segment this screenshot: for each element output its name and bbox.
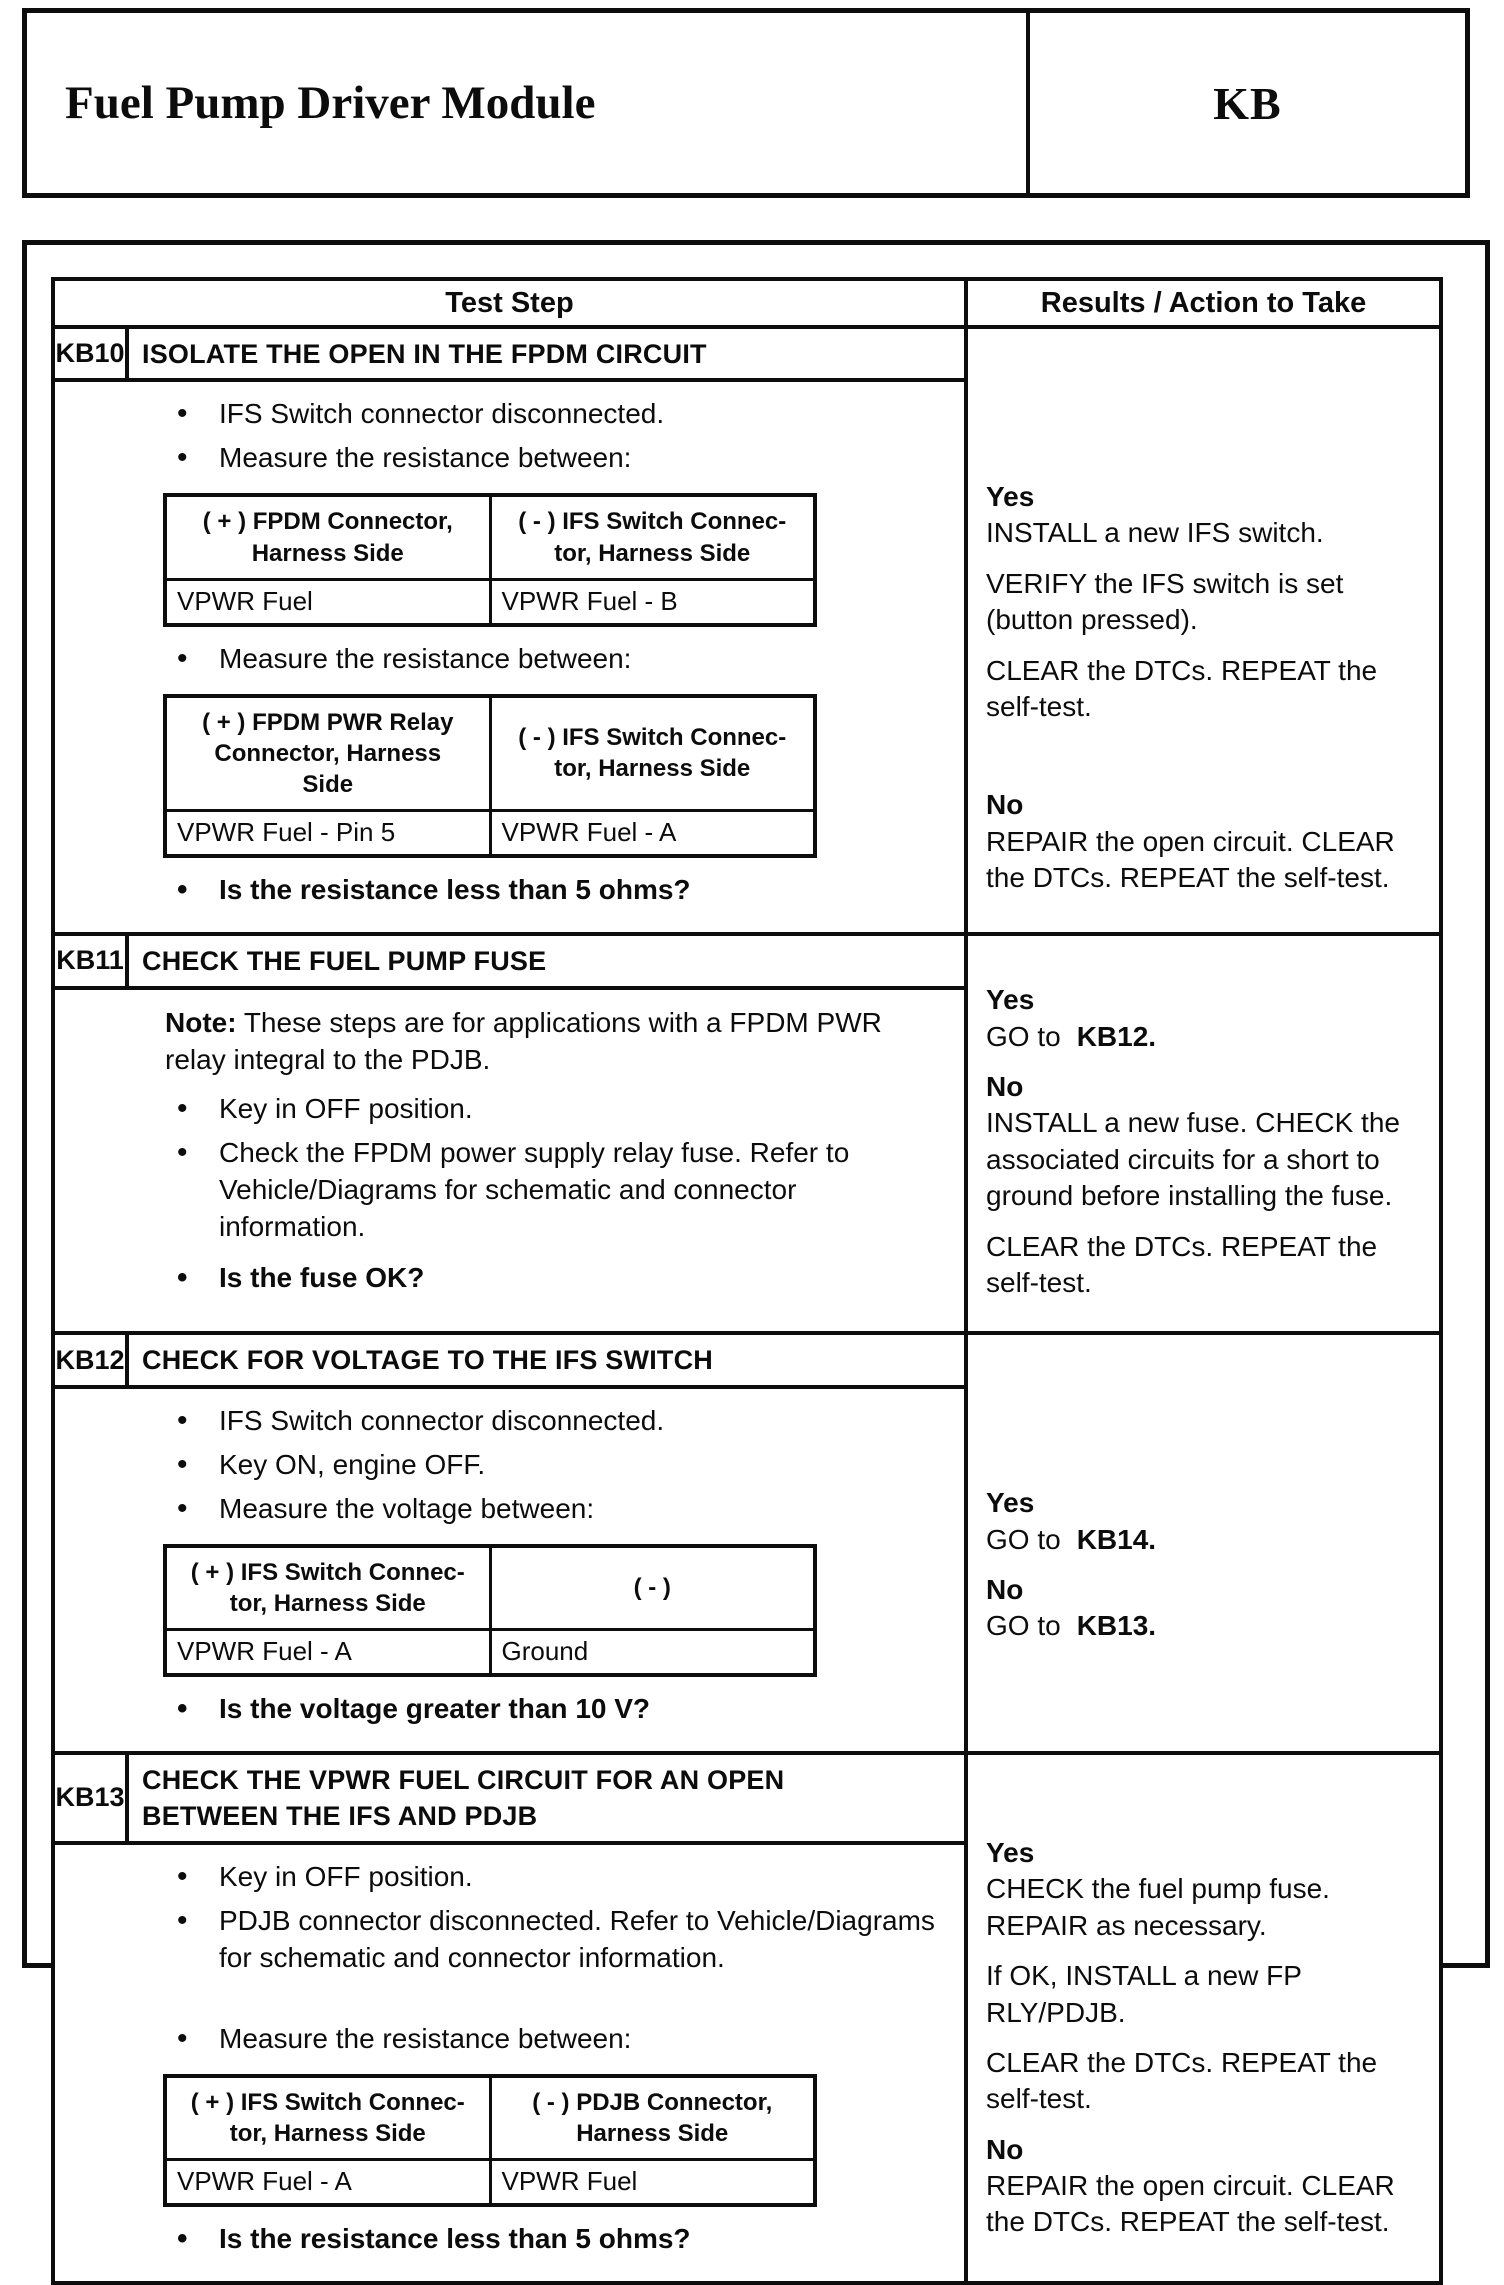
kb12-measurement-table [163, 1544, 817, 1677]
kb10-no-block [986, 787, 1415, 896]
kb12-step-title: CHECK FOR VOLTAGE TO THE IFS SWITCH [142, 1345, 713, 1376]
negative-lead-value: Ground [490, 1629, 815, 1675]
positive-lead-header [165, 495, 490, 579]
goto-prefix: GO to [986, 1523, 1061, 1555]
page-header [22, 8, 1470, 198]
header-line: Harness Side [576, 2119, 729, 2147]
goto-prefix: GO to [986, 1020, 1061, 1052]
negative-lead-header [490, 495, 815, 579]
yes-label: Yes [986, 481, 1035, 512]
negative-lead-header [490, 696, 815, 811]
bullet-item: • Measure the voltage between: [55, 1491, 944, 1528]
bullet-item: • IFS Switch connector disconnected. [55, 1403, 944, 1440]
no-label: No [986, 1574, 1024, 1606]
negative-lead-value: VPWR Fuel - B [490, 579, 815, 625]
result-line: REPAIR as necessary. [986, 1909, 1267, 1941]
results-column-header: Results / Action to Take [1040, 287, 1367, 319]
kb10-step-id: KB10 [55, 329, 129, 378]
goto-action [986, 1522, 1415, 1558]
yes-label: Yes [986, 984, 1035, 1016]
header-line: tor, Harness Side [229, 1589, 426, 1617]
goto-action [986, 1019, 1415, 1055]
note-label: Note: [165, 1006, 237, 1038]
positive-lead-header [165, 696, 490, 811]
kb11-step-title: CHECK THE FUEL PUMP FUSE [142, 946, 547, 977]
page-header-title-cell [27, 13, 1030, 193]
bullet-item: • Measure the resistance between: [55, 641, 944, 678]
bullet-item: • Check the FPDM power supply relay fuse. Refer to Vehicle/Diagrams for schematic and connector information. [55, 1135, 944, 1246]
kb12-question-list [55, 1691, 944, 1728]
step-question: • Is the fuse OK? [55, 1260, 944, 1297]
step-question: • Is the resistance less than 5 ohms? [55, 872, 944, 909]
kb11-step-body [55, 990, 964, 1320]
step-question: • Is the voltage greater than 10 V? [55, 1691, 944, 1728]
positive-lead-header [165, 1546, 490, 1630]
kb11-test-step-cell [55, 936, 968, 1331]
bullet-item: • IFS Switch connector disconnected. [55, 396, 944, 433]
header-line: ( + ) FPDM PWR Relay [202, 708, 454, 736]
kb10-test-step-cell [55, 329, 968, 932]
negative-lead-value: VPWR Fuel - A [490, 811, 815, 857]
header-line: tor, Harness Side [554, 539, 751, 567]
positive-lead-header [165, 2076, 490, 2160]
negative-lead-header [490, 1546, 815, 1630]
header-line: Side [302, 771, 354, 799]
header-line: ( + ) FPDM Connector, [202, 508, 453, 536]
kb13-step-title [129, 1755, 964, 1841]
header-line: ( - ) IFS Switch Connec- [518, 724, 787, 752]
header-line: ( - ) IFS Switch Connec- [518, 508, 787, 536]
negative-lead-header [490, 2076, 815, 2160]
result-action: If OK, INSTALL a new FP RLY/PDJB. [986, 1960, 1302, 2028]
result-action: CLEAR the DTCs. REPEAT the self-test. [986, 1230, 1378, 1298]
positive-lead-value: VPWR Fuel - Pin 5 [165, 811, 490, 857]
kb10-measurement-table-2 [163, 694, 817, 859]
kb12-step-body [55, 1389, 964, 1751]
page-header-code-cell [1030, 13, 1465, 193]
kb10-results-cell [968, 329, 1439, 932]
goto-target: KB13. [1076, 1610, 1157, 1642]
result-action: VERIFY the IFS switch is set (button pressed). [986, 567, 1344, 636]
header-line: ( - ) [633, 1574, 671, 1602]
step-question: • Is the resistance less than 5 ohms? [55, 2221, 944, 2258]
kb12-results-cell [968, 1335, 1439, 1751]
negative-lead-value: VPWR Fuel [490, 2160, 815, 2206]
bullet-item: • Key in OFF position. [55, 1859, 944, 1896]
goto-target: KB14. [1076, 1523, 1157, 1555]
bullet-item: • PDJB connector disconnected. Refer to Vehicle/Diagrams for schematic and connector information. [55, 1903, 944, 1977]
kb12-bullet-list [55, 1403, 944, 1528]
kb12-heading-row [55, 1335, 964, 1388]
goto-target: KB12. [1076, 1020, 1157, 1052]
test-step-column-header: Test Step [55, 281, 968, 325]
result-action [986, 1871, 1415, 1944]
kb10-measurement-table-1 [163, 493, 817, 626]
kb12-test-step-cell [55, 1335, 968, 1751]
positive-lead-value: VPWR Fuel - A [165, 2160, 490, 2206]
kb10-step-body [55, 382, 964, 932]
header-line: tor, Harness Side [229, 2119, 426, 2147]
kb11-step-id: KB11 [55, 936, 129, 985]
kb13-step-body [55, 1845, 964, 2281]
positive-lead-value: VPWR Fuel - A [165, 1629, 490, 1675]
result-action: CLEAR the DTCs. REPEAT the self-test. [986, 2046, 1378, 2115]
header-line: Connector, Harness [214, 739, 442, 767]
page-title: Fuel Pump Driver Module [65, 77, 596, 129]
no-label: No [986, 1070, 1024, 1102]
kb13-heading-row [55, 1755, 964, 1845]
result-action: INSTALL a new fuse. CHECK the associated circuits for a short to ground before installing the fuse. [986, 1107, 1400, 1212]
header-line: ( - ) PDJB Connector, [532, 2088, 773, 2116]
yes-label: Yes [986, 1487, 1035, 1519]
kb10-bullet-list-2 [55, 641, 944, 678]
page-code: KB [1213, 77, 1282, 129]
header-line: ( + ) IFS Switch Connec- [190, 1558, 465, 1586]
result-action: REPAIR the open circuit. CLEAR the DTCs. REPEAT the self-test. [986, 825, 1395, 894]
section-kb10 [55, 329, 1439, 936]
header-line: tor, Harness Side [554, 755, 751, 783]
section-kb11 [55, 936, 1439, 1335]
bullet-item: • Key in OFF position. [55, 1091, 944, 1128]
title-line: CHECK THE VPWR FUEL CIRCUIT FOR AN OPEN [142, 1764, 785, 1795]
kb10-step-title: ISOLATE THE OPEN IN THE FPDM CIRCUIT [142, 339, 707, 369]
yes-label: Yes [986, 1836, 1035, 1868]
title-line: BETWEEN THE IFS AND PDJB [142, 1801, 538, 1832]
kb10-bullet-list [55, 396, 944, 477]
kb13-step-id: KB13 [55, 1755, 129, 1841]
kb13-question-list [55, 2221, 944, 2258]
kb13-test-step-cell [55, 1755, 968, 2281]
result-action: CLEAR the DTCs. REPEAT the self-test. [986, 654, 1378, 722]
kb13-measurement-table [163, 2074, 817, 2207]
section-kb12 [55, 1335, 1439, 1755]
bullet-item: • Measure the resistance between: [55, 440, 944, 477]
bullet-item: • Measure the resistance between: [55, 2021, 944, 2058]
kb11-results-cell [968, 936, 1439, 1331]
note-text: These steps are for applications with a FPDM PWR relay integral to the PDJB. [165, 1006, 882, 1076]
kb11-note [55, 1004, 915, 1080]
result-line: CHECK the fuel pump fuse. [986, 1873, 1330, 1905]
content-frame [22, 240, 1490, 2254]
kb13-results-cell [968, 1755, 1439, 2281]
kb11-bullet-list [55, 1091, 944, 1297]
no-label: No [986, 789, 1024, 821]
table-header-row [55, 281, 1439, 329]
goto-action [986, 1608, 1415, 1644]
no-label: No [986, 2133, 1024, 2165]
section-kb13 [55, 1755, 1439, 2281]
result-action: INSTALL a new IFS switch. [986, 517, 1324, 549]
kb10-question-list [55, 872, 944, 909]
kb10-heading-row [55, 329, 964, 382]
header-line: Harness Side [251, 539, 404, 567]
kb11-heading-row [55, 936, 964, 989]
kb12-step-id: KB12 [55, 1335, 129, 1384]
bullet-item: • Key ON, engine OFF. [55, 1447, 944, 1484]
result-action: REPAIR the open circuit. CLEAR the DTCs. REPEAT the self-test. [986, 2170, 1395, 2238]
header-line: ( + ) IFS Switch Connec- [190, 2088, 465, 2116]
kb13-bullet-list [55, 1859, 944, 2058]
positive-lead-value: VPWR Fuel [165, 579, 490, 625]
goto-prefix: GO to [986, 1610, 1061, 1642]
